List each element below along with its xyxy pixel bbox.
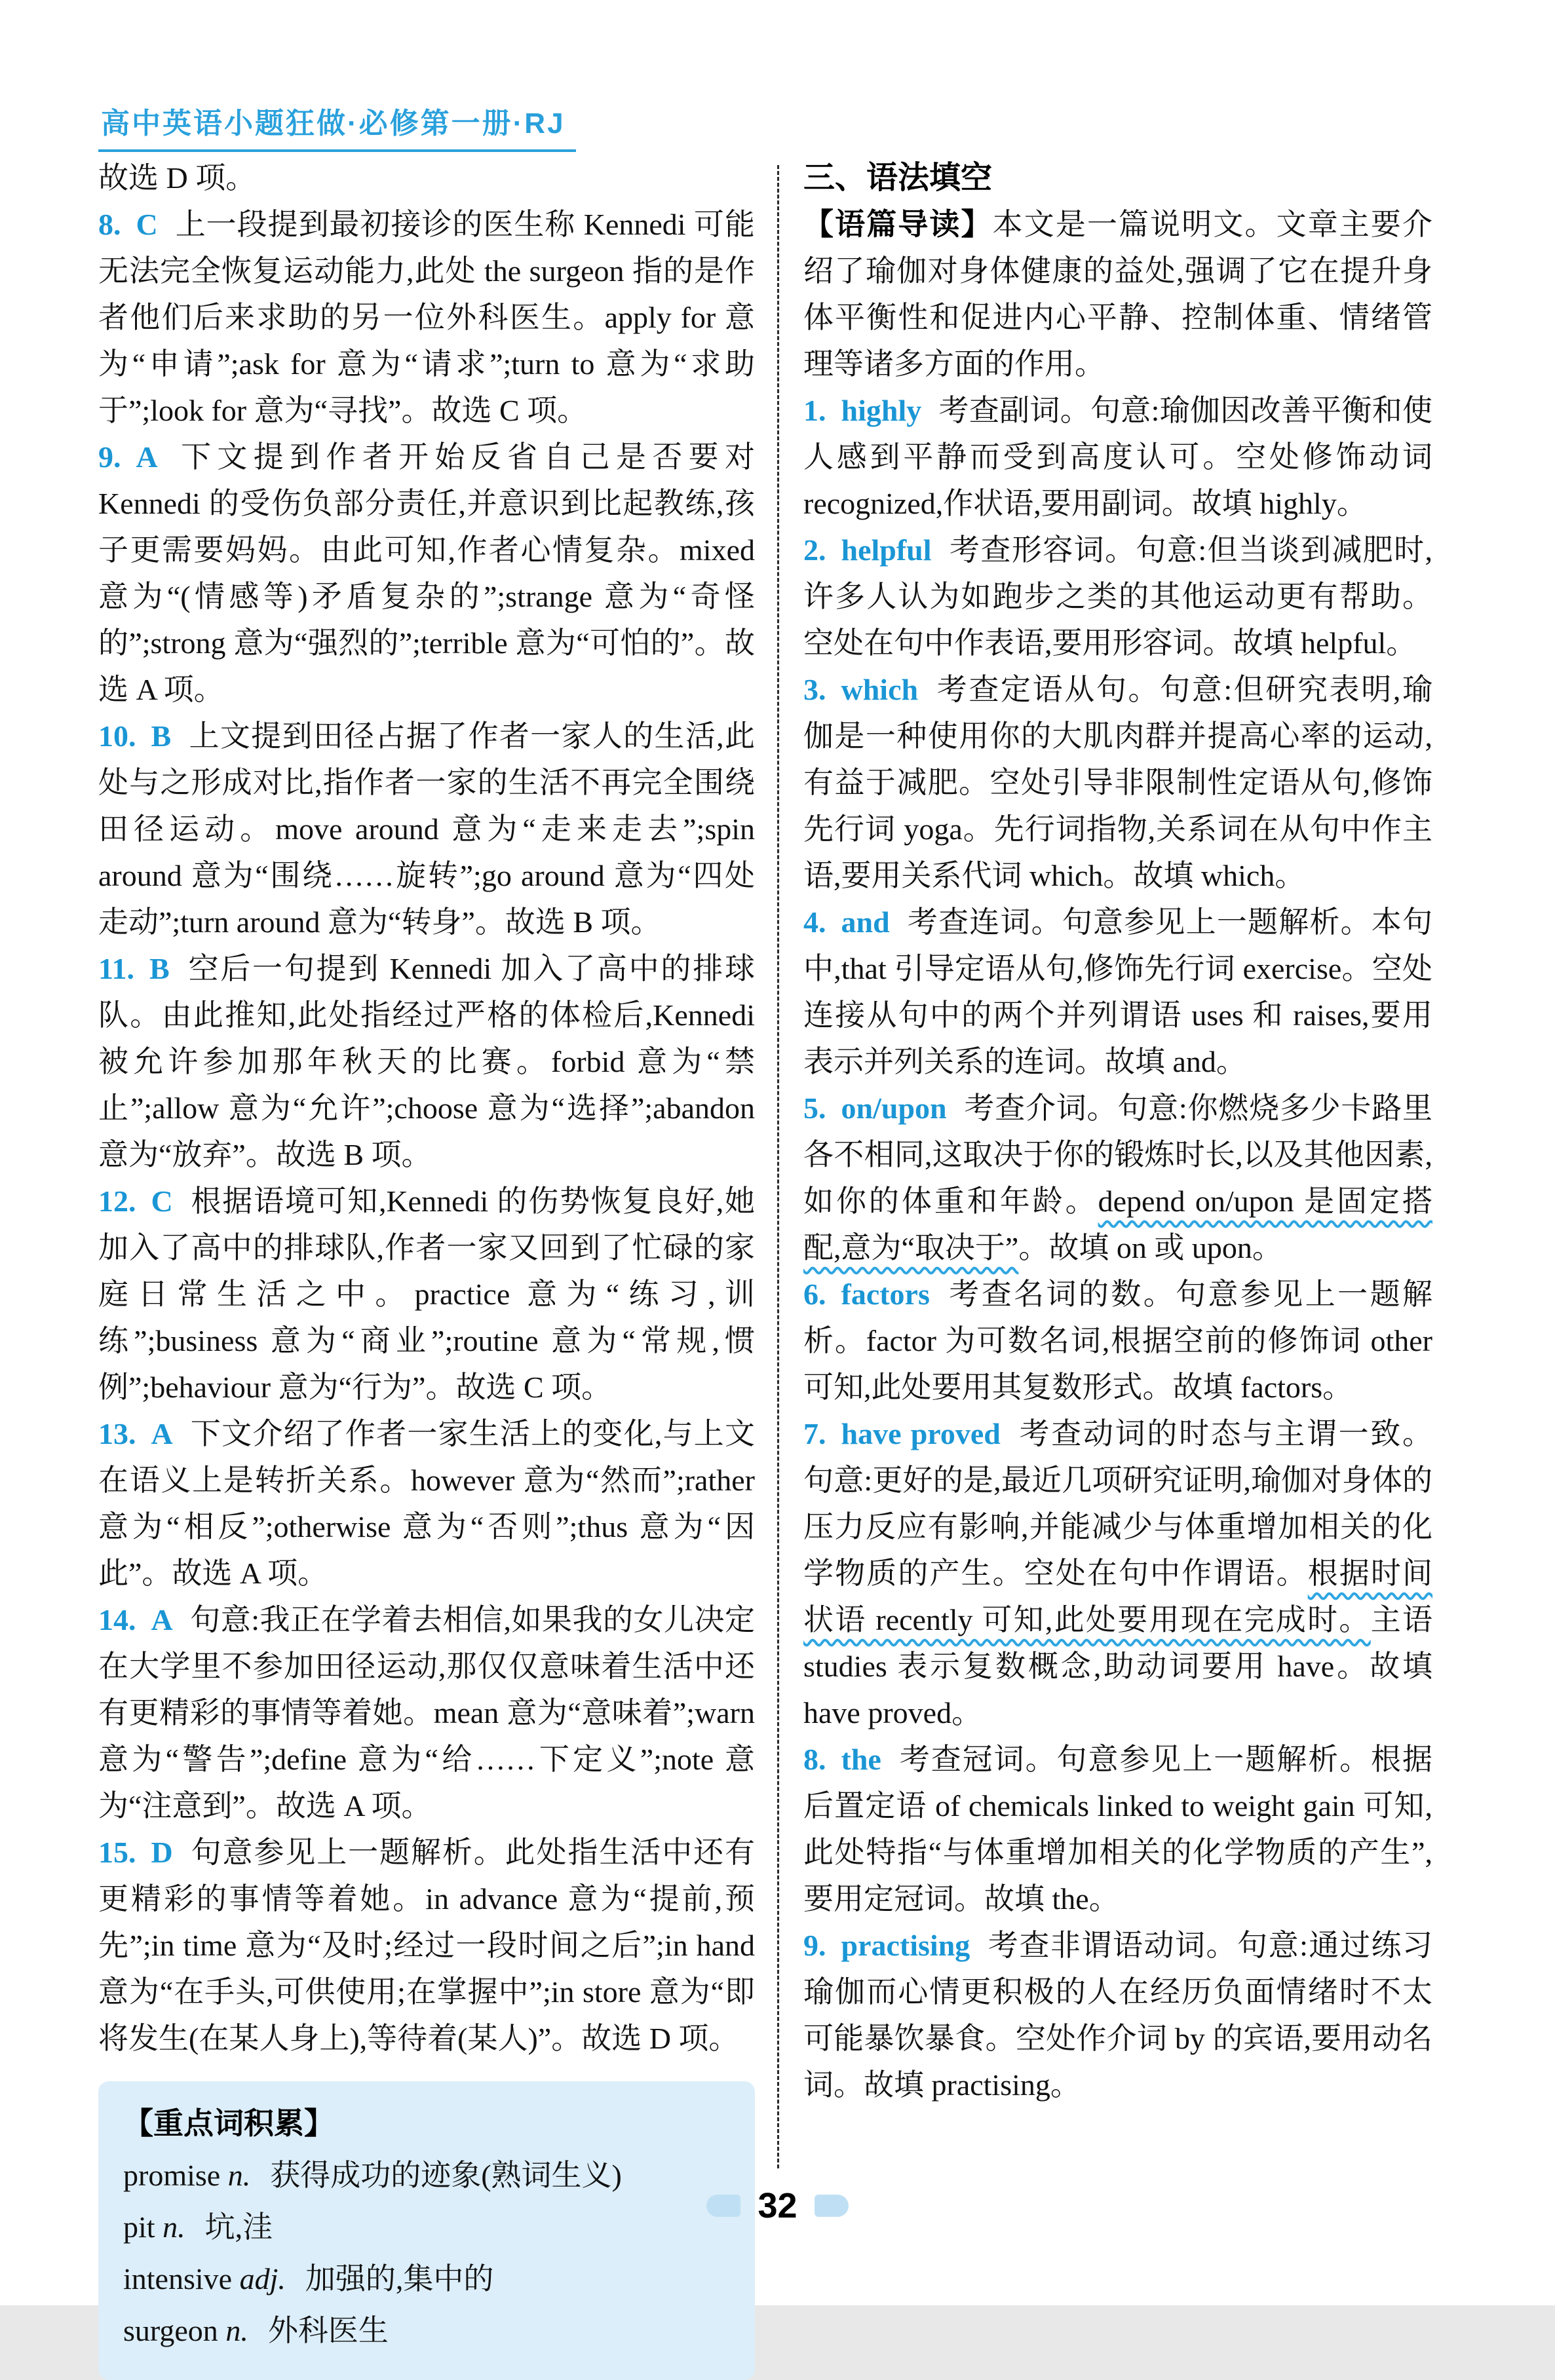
answer-item	[803, 527, 1432, 666]
answer-item	[803, 1271, 1432, 1410]
item-explanation	[98, 440, 755, 706]
text-segment: 上一段提到最初接诊的医生称 Kennedi 可能无法完全恢复运动能力,此处 the surgeon 指的是作者他们后来求助的另一位外科医生。apply for 意为“申请”;ask for 意为“请求”;turn to 意为“求助于”;look for 意为“寻找”。故选 C 项。	[98, 208, 755, 427]
text-segment: 。故填 on 或 upon。	[1018, 1231, 1282, 1264]
item-number-and-answer: 4. and	[803, 905, 890, 939]
vocab-pos: adj.	[239, 2262, 286, 2295]
answer-item	[803, 1410, 1432, 1736]
text-segment: 句意参见上一题解析。此处指生活中还有更精彩的事情等着她。in advance 意为“提前,预先”;in time 意为“及时;经过一段时间之后”;in hand 意为“在手头,可供使用;在掌握中”;in store 意为“即将发生(在某人身上),等待着(某人)”。故选 D 项。	[98, 1836, 755, 2055]
vocab-entry	[123, 2253, 729, 2305]
answer-item	[803, 1085, 1432, 1271]
right-answer-list	[803, 387, 1432, 2108]
item-number-and-answer: 9. A	[98, 440, 158, 474]
vocab-meaning: 加强的,集中的	[305, 2262, 494, 2295]
text-segment: 句意:我正在学着去相信,如果我的女儿决定在大学里不参加田径运动,那仅仅意味着生活中还有更精彩的事情等着她。mean 意为“意味着”;warn 意为“警告”;define 意为“给……下定义”;note 意为“注意到”。故选 A 项。	[98, 1603, 755, 1823]
text-segment: 上文提到田径占据了作者一家人的生活,此处与之形成对比,指作者一家的生活不再完全围绕田径运动。move around 意为“走来走去”;spin around 意为“围绕……旋转”;go around 意为“四处走动”;turn around 意为“转身”。故选 B 项。	[98, 719, 755, 939]
item-number-and-answer: 8. C	[98, 208, 158, 241]
guide-text: 本文是一篇说明文。文章主要介绍了瑜伽对身体健康的益处,强调了它在提升身体平衡性和促进内心平静、控制体重、情绪管理等诸多方面的作用。	[803, 208, 1433, 381]
item-number-and-answer: 13. A	[98, 1417, 173, 1450]
text-segment: 考查形容词。句意:但当谈到减肥时,许多人认为如跑步之类的其他运动更有帮助。空处在句中作表语,要用形容词。故填 helpful。	[803, 533, 1432, 660]
page-header	[98, 100, 576, 152]
answer-item	[803, 899, 1432, 1085]
wavy-underlined-text: depend on/upon 是固定搭配,意为“取决于”	[803, 1184, 1433, 1264]
answer-item	[98, 945, 755, 1178]
page-number: 32	[758, 2186, 797, 2225]
right-column	[803, 155, 1432, 2108]
vocab-word: surgeon	[123, 2314, 226, 2347]
text-segment: 根据语境可知,Kennedi 的伤势恢复良好,她加入了高中的排球队,作者一家又回到了忙碌的家庭日常生活之中。practice 意为“练习,训练”;business 意为“商业”;routine 意为“常规,惯例”;behaviour 意为“行为”。故选 C 项。	[98, 1184, 755, 1404]
text-segment: 考查冠词。句意参见上一题解析。根据后置定语 of chemicals linked to weight gain 可知,此处特指“与体重增加相关的化学物质的产生”,要用定冠词。故填 the。	[803, 1743, 1432, 1916]
item-explanation	[98, 208, 755, 427]
text-segment: 考查连词。句意参见上一题解析。本句中,that 引导定语从句,修饰先行词 exercise。空处连接从句中的两个并列谓语 uses 和 raises,要用表示并列关系的连词。故填 and。	[803, 905, 1432, 1078]
page-footer	[0, 2185, 1555, 2226]
item-number-and-answer: 15. D	[98, 1836, 173, 1869]
text-segment: 下文介绍了作者一家生活上的变化,与上文在语义上是转折关系。however 意为“然而”;rather 意为“相反”;otherwise 意为“否则”;thus 意为“因此”。故选 A 项。	[98, 1417, 755, 1590]
left-answer-list	[98, 201, 755, 2062]
left-column	[98, 155, 755, 2380]
answer-item	[98, 1178, 755, 1410]
item-explanation	[98, 719, 755, 939]
item-number-and-answer: 5. on/upon	[803, 1091, 947, 1125]
item-explanation	[803, 1417, 1432, 1729]
item-explanation	[98, 1184, 755, 1404]
item-number-and-answer: 3. which	[803, 673, 919, 706]
vocab-entry-list	[123, 2149, 729, 2356]
guide-paragraph	[803, 201, 1432, 387]
text-segment: 考查定语从句。句意:但研究表明,瑜伽是一种使用你的大肌肉群并提高心率的运动,有益于减肥。空处引导非限制性定语从句,修饰先行词 yoga。先行词指物,关系词在从句中作主语,要用关系代词 which。故填 which。	[803, 673, 1432, 892]
vocab-box-title: 【重点词积累】	[123, 2106, 334, 2140]
guide-label: 【语篇导读】	[803, 207, 993, 241]
answer-item	[98, 1596, 755, 1829]
text-segment: 考查动词的时态与主谓一致。句意:更好的是,最近几项研究证明,瑜伽对身体的压力反应有影响,并能减少与体重增加相关的化学物质的产生。空处在句中作谓语。	[803, 1417, 1433, 1590]
item-number-and-answer: 8. the	[803, 1743, 881, 1776]
carryover-line: 故选 D 项。	[98, 161, 256, 195]
footer-pill-left	[706, 2195, 740, 2217]
vocab-pos: n.	[163, 2210, 185, 2244]
answer-item	[803, 666, 1432, 899]
item-explanation	[98, 1603, 755, 1823]
footer-pill-right	[815, 2195, 849, 2217]
vocab-pos: n.	[227, 2159, 251, 2192]
vocab-word: promise	[123, 2159, 228, 2192]
item-number-and-answer: 14. A	[98, 1603, 173, 1636]
answer-item	[98, 1829, 755, 2062]
text-segment: 考查副词。句意:瑜伽因改善平衡和使人感到平静而受到高度认可。空处修饰动词 recognized,作状语,要用副词。故填 highly。	[803, 394, 1432, 520]
text-segment: 考查名词的数。句意参见上一题解析。factor 为可数名词,根据空前的修饰词 other 可知,此处要用其复数形式。故填 factors。	[803, 1277, 1432, 1404]
item-number-and-answer: 6. factors	[803, 1277, 930, 1311]
answer-item	[98, 713, 755, 945]
item-number-and-answer: 7. have proved	[803, 1417, 1001, 1450]
vocab-meaning: 外科医生	[267, 2314, 389, 2347]
wavy-underlined-text: 根据时间状语 recently 可知,此处要用现在完成时。	[803, 1557, 1433, 1636]
answer-item	[98, 201, 755, 434]
item-number-and-answer: 2. helpful	[803, 533, 932, 567]
vocab-meaning: 获得成功的迹象(熟词生义)	[270, 2159, 622, 2192]
text-segment: 空后一句提到 Kennedi 加入了高中的排球队。由此推知,此处指经过严格的体检后,Kennedi 被允许参加那年秋天的比赛。forbid 意为“禁止”;allow 意为“允许”;choose 意为“选择”;abandon 意为“放弃”。故选 B 项。	[98, 952, 755, 1171]
book-title: 高中英语小题狂做·必修第一册·RJ	[98, 100, 576, 152]
answer-item	[803, 1922, 1432, 2108]
item-number-and-answer: 11. B	[98, 952, 170, 985]
item-explanation	[98, 1417, 755, 1590]
answer-item	[803, 1736, 1432, 1922]
vocab-word: intensive	[123, 2262, 240, 2295]
answer-item	[98, 434, 755, 713]
text-segment: 主语 studies 表示复数概念,助动词要用 have。故填 have proved。	[803, 1603, 1433, 1729]
vocab-word: pit	[123, 2210, 163, 2244]
text-segment: 考查介词。句意:你燃烧多少卡路里各不相同,这取决于你的锻炼时长,以及其他因素,如你的体重和年龄。	[803, 1091, 1432, 1218]
text-segment: 考查非谓语动词。句意:通过练习瑜伽而心情更积极的人在经历负面情绪时不太可能暴饮暴食。空处作介词 by 的宾语,要用动名词。故填 practising。	[803, 1929, 1432, 2102]
column-divider	[777, 165, 779, 2168]
item-number-and-answer: 9. practising	[803, 1929, 970, 1962]
item-explanation	[803, 1743, 1432, 1916]
item-number-and-answer: 1. highly	[803, 394, 922, 427]
answer-item	[98, 1410, 755, 1596]
answer-item	[803, 387, 1432, 527]
vocab-entry	[123, 2305, 729, 2356]
item-number-and-answer: 10. B	[98, 719, 172, 753]
text-segment: 下文提到作者开始反省自己是否要对 Kennedi 的受伤负部分责任,并意识到比起教练,孩子更需要妈妈。由此可知,作者心情复杂。mixed 意为“(情感等)矛盾复杂的”;strange 意为“奇怪的”;strong 意为“强烈的”;terrible 意为“可怕的”。故选 A 项。	[98, 440, 755, 706]
item-explanation	[98, 1836, 755, 2055]
item-number-and-answer: 12. C	[98, 1184, 173, 1218]
section-title: 三、语法填空	[803, 161, 993, 195]
vocab-box	[98, 2081, 755, 2380]
item-explanation	[803, 905, 1432, 1078]
vocab-pos: n.	[225, 2314, 248, 2347]
vocab-meaning: 坑,洼	[204, 2210, 273, 2244]
item-explanation	[98, 952, 755, 1171]
